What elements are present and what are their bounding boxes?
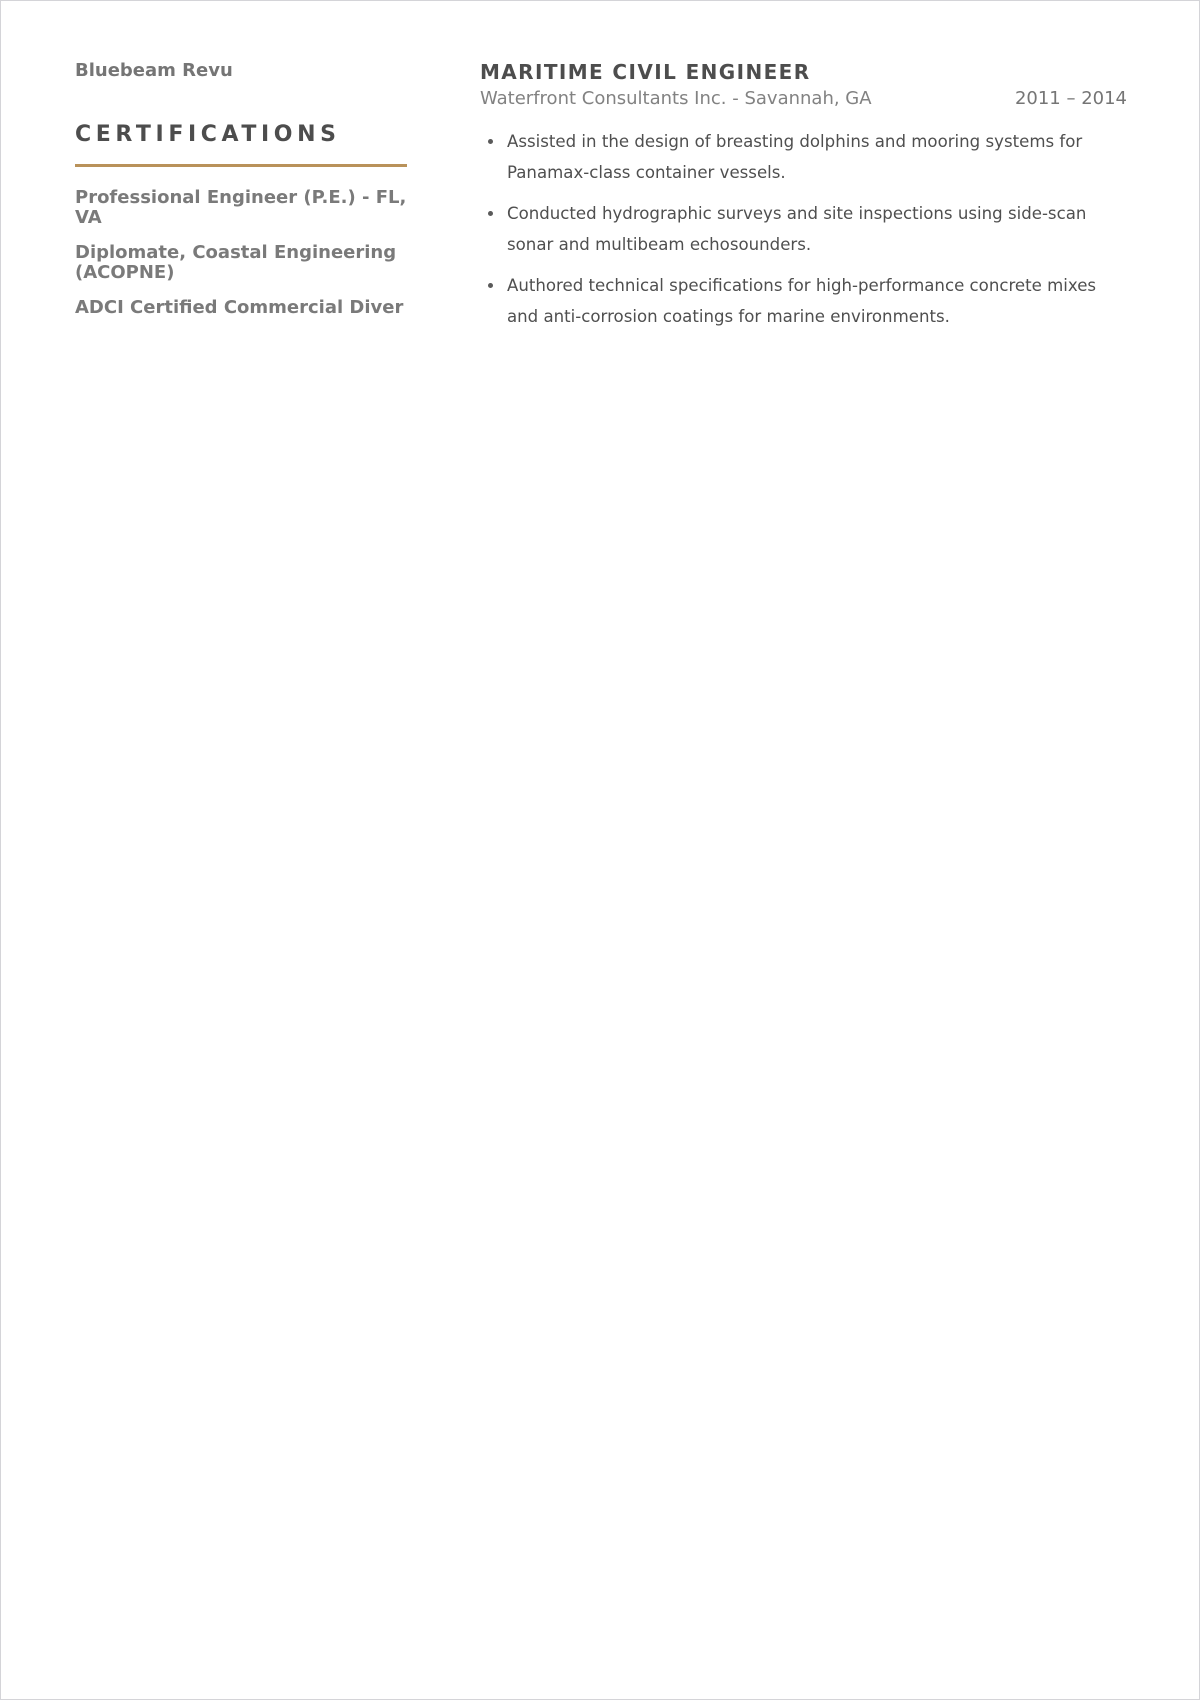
section-divider <box>75 164 407 167</box>
certification-item: Professional Engineer (P.E.) - FL, VA <box>75 187 407 228</box>
bullet-icon <box>488 139 493 144</box>
bullet-icon <box>488 211 493 216</box>
certifications-heading: CERTIFICATIONS <box>75 122 341 147</box>
job-bullet <box>480 270 1127 332</box>
job-bullet <box>480 198 1127 260</box>
certification-item: ADCI Certified Commercial Diver <box>75 297 404 318</box>
job-bullet-text: Conducted hydrographic surveys and site inspections using side-scan sonar and multibeam echosounders. <box>507 204 1087 254</box>
skill-item: Bluebeam Revu <box>75 60 233 81</box>
sidebar-column <box>75 59 407 333</box>
certifications-list <box>75 188 407 318</box>
job-title: MARITIME CIVIL ENGINEER <box>480 60 811 84</box>
certification-item: Diplomate, Coastal Engineering (ACOPNE) <box>75 242 397 283</box>
job-dates: 2011 – 2014 <box>1014 88 1127 109</box>
job-bullet-text: Assisted in the design of breasting dolphins and mooring systems for Panamax-class container vessels. <box>507 132 1083 182</box>
job-bullet <box>480 126 1127 188</box>
job-company-location: Waterfront Consultants Inc. - Savannah, GA <box>480 88 872 109</box>
job-bullet-list <box>480 126 1127 332</box>
job-bullet-text: Authored technical specifications for high-performance concrete mixes and anti-corrosion coatings for marine environments. <box>507 276 1097 326</box>
job-meta <box>480 87 1127 111</box>
experience-column <box>480 59 1127 342</box>
bullet-icon <box>488 283 493 288</box>
